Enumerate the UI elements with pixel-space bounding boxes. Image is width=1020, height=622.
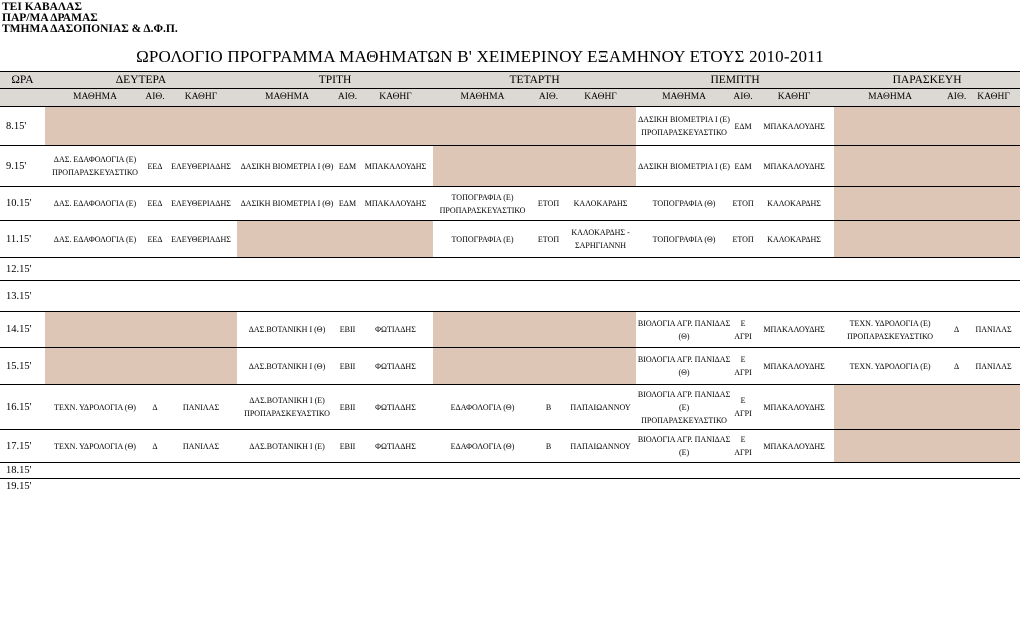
room-cell: ΕΒΙΙ [337,385,358,430]
empty-cell [45,258,145,281]
column-header: ΜΑΘΗΜΑ [45,89,145,107]
time-slot: 12.15' [0,258,45,281]
empty-cell [45,312,145,348]
course-cell: ΔΑΣΙΚΗ ΒΙΟΜΕΤΡΙΑ Ι (Ε) [636,146,732,187]
course-cell: ΕΔΑΦΟΛΟΓΙΑ (Θ) [433,385,532,430]
empty-cell [967,221,1020,258]
teacher-cell: ΦΩΤΙΑΔΗΣ [358,430,433,463]
hour-header: ΩΡΑ [0,72,45,89]
empty-cell [834,221,946,258]
teacher-cell: ΠΑΝΙΛΑΣ [165,430,237,463]
day-header-row [0,72,1020,89]
course-cell: ΔΑΣΙΚΗ ΒΙΟΜΕΤΡΙΑ Ι (Θ) [237,146,337,187]
room-cell: ΕΔΜ [732,107,754,146]
course-cell: ΒΙΟΛΟΓΙΑ ΑΓΡ. ΠΑΝΙΔΑΣ (Ε) [636,430,732,463]
room-cell: Δ [946,312,967,348]
empty-cell [337,107,358,146]
empty-cell [754,258,834,281]
course-cell: ΒΙΟΛΟΓΙΑ ΑΓΡ. ΠΑΝΙΔΑΣ (Θ) [636,312,732,348]
course-cell: ΔΑΣ.ΒΟΤΑΝΙΚΗ Ι (Θ) [237,348,337,385]
course-cell: ΤΕΧΝ. ΥΔΡΟΛΟΓΙΑ (Θ) [45,430,145,463]
empty-cell [532,258,565,281]
time-slot: 10.15' [0,187,45,221]
room-cell: Β [532,385,565,430]
teacher-cell: ΜΠΑΚΑΛΟΥΔΗΣ [754,312,834,348]
schedule-table [0,71,1020,494]
teacher-cell: ΜΠΑΚΑΛΟΥΔΗΣ [754,107,834,146]
time-slot: 18.15' [0,463,45,479]
empty-cell [967,107,1020,146]
room-cell: ΕΕΔ [145,146,165,187]
course-cell: ΤΟΠΟΓΡΑΦΙΑ (Ε) ΠΡΟΠΑΡΑΣΚΕΥΑΣΤΙΚΟ [433,187,532,221]
empty-cell [433,281,532,312]
room-cell: ΕΒΙΙ [337,312,358,348]
empty-cell [433,146,532,187]
time-slot: 14.15' [0,312,45,348]
room-cell: ΕΔΜ [337,146,358,187]
empty-cell [565,258,636,281]
empty-cell [834,430,946,463]
time-slot: 16.15' [0,385,45,430]
empty-cell [237,281,337,312]
empty-cell [145,107,165,146]
column-header: ΑΙΘ. [946,89,967,107]
column-header: ΚΑΘΗΓ [967,89,1020,107]
room-cell: Ε ΑΓΡΙ [732,312,754,348]
room-cell: Δ [946,348,967,385]
room-cell: ΕΔΜ [732,146,754,187]
empty-cell [946,221,967,258]
course-cell: ΤΕΧΝ. ΥΔΡΟΛΟΓΙΑ (Ε) [834,348,946,385]
empty-cell [946,258,967,281]
empty-cell [946,385,967,430]
empty-cell [834,385,946,430]
table-row [0,281,1020,312]
table-row [0,258,1020,281]
empty-cell [45,348,145,385]
day-header: ΤΡΙΤΗ [237,72,433,89]
course-cell: ΔΑΣ.ΒΟΤΑΝΙΚΗ Ι (Θ) [237,312,337,348]
empty-cell [337,258,358,281]
empty-cell [946,187,967,221]
teacher-cell: ΜΠΑΚΑΛΟΥΔΗΣ [358,146,433,187]
table-row [0,463,1020,479]
empty-cell [946,107,967,146]
empty-cell [165,107,237,146]
empty-cell [45,281,145,312]
table-row [0,146,1020,187]
course-cell: ΤΕΧΝ. ΥΔΡΟΛΟΓΙΑ (Θ) [45,385,145,430]
empty-cell [433,312,532,348]
teacher-cell: ΕΛΕΥΘΕΡΙΑΔΗΣ [165,221,237,258]
empty-cell [732,281,754,312]
table-row [0,187,1020,221]
empty-cell [165,258,237,281]
time-slot: 17.15' [0,430,45,463]
page-title: ΩΡΟΛΟΓΙΟ ΠΡΟΓΡΑΜΜΑ ΜΑΘΗΜΑΤΩΝ Β' ΧΕΙΜΕΡΙΝΟΥ ΕΞΑΜΗΝΟΥ ΕΤΟΥΣ 2010-2011 [136,47,824,66]
empty-cell [532,107,565,146]
course-cell: ΔΑΣΙΚΗ ΒΙΟΜΕΤΡΙΑ Ι (Θ) [237,187,337,221]
empty-cell [532,312,565,348]
empty-cell [433,348,532,385]
column-header: ΑΙΘ. [732,89,754,107]
course-cell: ΔΑΣ.ΒΟΤΑΝΙΚΗ Ι (Ε) ΠΡΟΠΑΡΑΣΚΕΥΑΣΤΙΚΟ [237,385,337,430]
room-cell: Β [532,430,565,463]
room-cell: Ε ΑΓΡΙ [732,385,754,430]
empty-cell [565,107,636,146]
course-cell: ΔΑΣ. ΕΔΑΦΟΛΟΓΙΑ (Ε) [45,221,145,258]
column-header: ΜΑΘΗΜΑ [433,89,532,107]
room-cell: ΕΒΙΙ [337,430,358,463]
teacher-cell: ΦΩΤΙΑΔΗΣ [358,348,433,385]
empty-cell [834,258,946,281]
teacher-cell: ΚΑΛΟΚΑΡΔΗΣ [754,187,834,221]
empty-cell [165,348,237,385]
empty-cell [145,348,165,385]
course-cell: ΤΟΠΟΓΡΑΦΙΑ (Θ) [636,221,732,258]
empty-cell [636,281,732,312]
empty-cell [967,258,1020,281]
empty-cell [967,187,1020,221]
time-slot: 11.15' [0,221,45,258]
empty-cell [565,146,636,187]
empty-cell [337,221,358,258]
empty-cell [732,258,754,281]
room-cell: Ε ΑΓΡΙ [732,348,754,385]
course-cell: ΔΑΣ. ΕΔΑΦΟΛΟΓΙΑ (Ε) [45,187,145,221]
empty-cell [565,348,636,385]
empty-cell [337,281,358,312]
empty-cell [45,479,1020,495]
teacher-cell: ΜΠΑΚΑΛΟΥΔΗΣ [754,385,834,430]
empty-cell [358,221,433,258]
teacher-cell: ΠΑΝΙΛΑΣ [967,348,1020,385]
room-cell: Δ [145,430,165,463]
day-header: ΤΕΤΑΡΤΗ [433,72,636,89]
empty-cell [636,258,732,281]
column-header [0,89,45,107]
room-cell: ΕΤΟΠ [732,221,754,258]
day-header: ΠΑΡΑΣΚΕΥΗ [834,72,1020,89]
empty-cell [165,312,237,348]
column-header-row [0,89,1020,107]
teacher-cell: ΦΩΤΙΑΔΗΣ [358,312,433,348]
table-row [0,312,1020,348]
empty-cell [165,281,237,312]
room-cell: ΕΤΟΠ [532,221,565,258]
course-cell: ΤΟΠΟΓΡΑΦΙΑ (Θ) [636,187,732,221]
room-cell: ΕΒΙΙ [337,348,358,385]
empty-cell [145,258,165,281]
empty-cell [145,312,165,348]
table-row [0,107,1020,146]
course-cell: ΔΑΣ.ΒΟΤΑΝΙΚΗ Ι (Ε) [237,430,337,463]
time-slot: 15.15' [0,348,45,385]
teacher-cell: ΜΠΑΚΑΛΟΥΔΗΣ [754,146,834,187]
room-cell: ΕΔΜ [337,187,358,221]
room-cell: ΕΤΟΠ [732,187,754,221]
teacher-cell: ΚΑΛΟΚΑΡΔΗΣ [565,187,636,221]
teacher-cell: ΦΩΤΙΑΔΗΣ [358,385,433,430]
day-header: ΠΕΜΠΤΗ [636,72,834,89]
course-cell: ΤΟΠΟΓΡΑΦΙΑ (Ε) [433,221,532,258]
column-header: ΚΑΘΗΓ [165,89,237,107]
teacher-cell: ΜΠΑΚΑΛΟΥΔΗΣ [358,187,433,221]
empty-cell [45,107,145,146]
teacher-cell: ΠΑΠΑΙΩΑΝΝΟΥ [565,430,636,463]
table-row [0,385,1020,430]
empty-cell [237,107,337,146]
teacher-cell: ΠΑΝΙΛΑΣ [165,385,237,430]
empty-cell [237,221,337,258]
table-row [0,430,1020,463]
column-header: ΚΑΘΗΓ [754,89,834,107]
empty-cell [967,430,1020,463]
empty-cell [967,146,1020,187]
column-header: ΑΙΘ. [532,89,565,107]
table-row [0,479,1020,495]
empty-cell [967,385,1020,430]
empty-cell [565,312,636,348]
column-header: ΜΑΘΗΜΑ [636,89,732,107]
teacher-cell: ΕΛΕΥΘΕΡΙΑΔΗΣ [165,146,237,187]
empty-cell [946,430,967,463]
course-cell: ΤΕΧΝ. ΥΔΡΟΛΟΓΙΑ (Ε) ΠΡΟΠΑΡΑΣΚΕΥΑΣΤΙΚΟ [834,312,946,348]
room-cell: ΕΕΔ [145,221,165,258]
day-header: ΔΕΥΤΕΡΑ [45,72,237,89]
course-cell: ΒΙΟΛΟΓΙΑ ΑΓΡ. ΠΑΝΙΔΑΣ (Ε) ΠΡΟΠΑΡΑΣΚΕΥΑΣΤΙΚΟ [636,385,732,430]
time-slot: 13.15' [0,281,45,312]
branch-name: ΠΑΡ/ΜΑ ΔΡΑΜΑΣ [2,12,98,24]
empty-cell [754,281,834,312]
empty-cell [967,281,1020,312]
time-slot: 9.15' [0,146,45,187]
empty-cell [433,107,532,146]
empty-cell [237,258,337,281]
course-cell: ΔΑΣΙΚΗ ΒΙΟΜΕΤΡΙΑ Ι (Ε) ΠΡΟΠΑΡΑΣΚΕΥΑΣΤΙΚΟ [636,107,732,146]
teacher-cell: ΠΑΠΑΙΩΑΝΝΟΥ [565,385,636,430]
empty-cell [946,146,967,187]
institution-name: ΤΕΙ ΚΑΒΑΛΑΣ [2,1,82,13]
empty-cell [358,107,433,146]
time-slot: 19.15' [0,479,45,495]
column-header: ΚΑΘΗΓ [565,89,636,107]
empty-cell [45,463,1020,479]
teacher-cell: ΕΛΕΥΘΕΡΙΑΔΗΣ [165,187,237,221]
empty-cell [532,348,565,385]
teacher-cell: ΜΠΑΚΑΛΟΥΔΗΣ [754,430,834,463]
table-row [0,348,1020,385]
course-cell: ΒΙΟΛΟΓΙΑ ΑΓΡ. ΠΑΝΙΔΑΣ (Θ) [636,348,732,385]
department-name: ΤΜΗΜΑ ΔΑΣΟΠΟΝΙΑΣ & Δ.Φ.Π. [2,23,178,35]
teacher-cell: ΠΑΝΙΛΑΣ [967,312,1020,348]
teacher-cell: ΚΑΛΟΚΑΡΔΗΣ [754,221,834,258]
column-header: ΜΑΘΗΜΑ [237,89,337,107]
room-cell: Δ [145,385,165,430]
teacher-cell: ΜΠΑΚΑΛΟΥΔΗΣ [754,348,834,385]
empty-cell [358,258,433,281]
time-slot: 8.15' [0,107,45,146]
column-header: ΜΑΘΗΜΑ [834,89,946,107]
column-header: ΑΙΘ. [337,89,358,107]
empty-cell [565,281,636,312]
teacher-cell: ΚΑΛΟΚΑΡΔΗΣ - ΣΑΡΗΓΙΑΝΝΗ [565,221,636,258]
room-cell: ΕΕΔ [145,187,165,221]
empty-cell [532,281,565,312]
empty-cell [834,107,946,146]
empty-cell [358,281,433,312]
empty-cell [532,146,565,187]
room-cell: Ε ΑΓΡΙ [732,430,754,463]
empty-cell [834,187,946,221]
empty-cell [946,281,967,312]
room-cell: ΕΤΟΠ [532,187,565,221]
empty-cell [834,146,946,187]
column-header: ΚΑΘΗΓ [358,89,433,107]
course-cell: ΔΑΣ. ΕΔΑΦΟΛΟΓΙΑ (Ε) ΠΡΟΠΑΡΑΣΚΕΥΑΣΤΙΚΟ [45,146,145,187]
empty-cell [145,281,165,312]
column-header: ΑΙΘ. [145,89,165,107]
empty-cell [834,281,946,312]
table-row [0,221,1020,258]
empty-cell [433,258,532,281]
course-cell: ΕΔΑΦΟΛΟΓΙΑ (Θ) [433,430,532,463]
